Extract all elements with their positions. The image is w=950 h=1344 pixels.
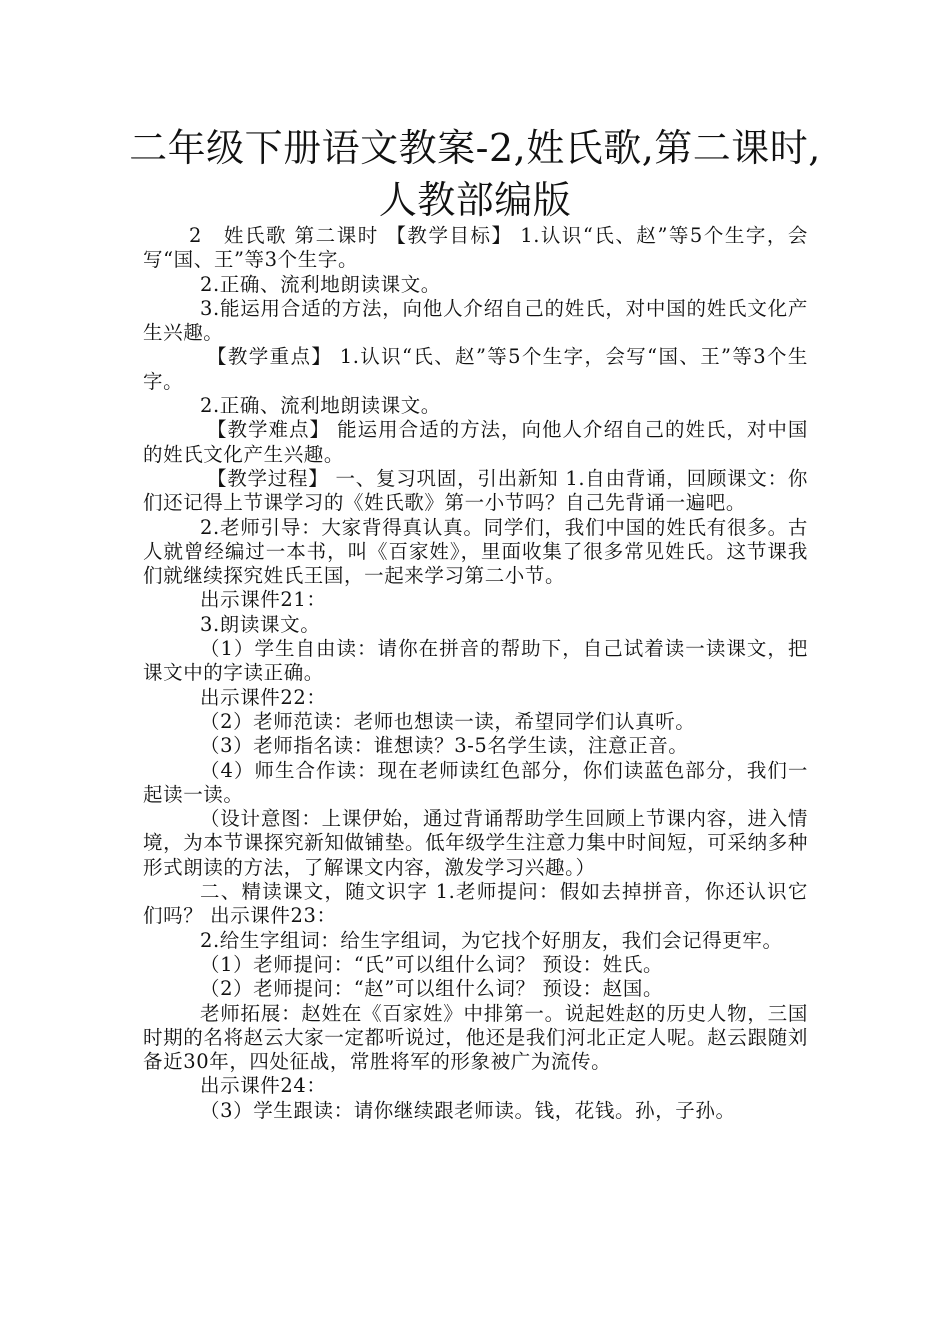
paragraph: 二、精读课文，随文识字 1.老师提问：假如去掉拼音，你还认识它们吗？ 出示课件23：: [143, 880, 808, 928]
paragraph: 3.能运用合适的方法，向他人介绍自己的姓氏，对中国的姓氏文化产生兴趣。: [143, 296, 808, 345]
paragraph: 【教学难点】 能运用合适的方法，向他人介绍自己的姓氏，对中国的姓氏文化产生兴趣。: [143, 418, 808, 466]
title-line-1: 二年级下册语文教案-2,姓氏歌,第二课时,: [129, 126, 821, 170]
paragraph: （1）老师提问：“氏”可以组什么词？ 预设：姓氏。: [200, 952, 664, 976]
paragraph: 【教学过程】 一、复习巩固，引出新知 1.自由背诵，回顾课文：你们还记得上节课学习的《姓氏歌》第一小节吗？自己先背诵一遍吧。: [143, 466, 808, 515]
paragraph: （设计意图：上课伊始，通过背诵帮助学生回顾上节课内容，进入情境，为本节课探究新知做铺垫。低年级学生注意力集中时间短，可采纳多种形式朗读的方法，了解课文内容，激发学习兴趣。）: [143, 807, 808, 879]
document-title: [120, 122, 830, 226]
paragraph: 2.老师引导：大家背得真认真。同学们，我们中国的姓氏有很多。古人就曾经编过一本书，叫《百家姓》，里面收集了很多常见姓氏。这节课我们就继续探究姓氏王国，一起来学习第二小节。: [143, 515, 808, 588]
paragraph: （3）学生跟读：请你继续跟老师读。钱，花钱。孙，子孙。: [200, 1098, 736, 1122]
paragraph: 出示课件22：: [200, 685, 327, 709]
paragraph: 2.正确、流利地朗读课文。: [200, 272, 441, 296]
paragraph: （4）师生合作读：现在老师读红色部分，你们读蓝色部分，我们一起读一读。: [143, 758, 808, 806]
paragraph: 2.给生字组词：给生字组词，为它找个好朋友，我们会记得更牢。: [200, 928, 783, 952]
title-line-2: 人教部编版: [378, 178, 572, 222]
paragraph: （1）学生自由读：请你在拼音的帮助下，自己试着读一读课文，把课文中的字读正确。: [143, 637, 808, 685]
paragraph: 【教学重点】 1.认识“氏、赵”等5个生字，会写“国、王”等3个生字。: [143, 345, 808, 393]
paragraph: 出示课件24：: [200, 1074, 327, 1098]
paragraph: （2）老师提问：“赵”可以组什么词？ 预设：赵国。: [200, 977, 664, 1001]
document-body: [143, 224, 808, 1123]
paragraph: （3）老师指名读：谁想读？3-5名学生读，注意正音。: [200, 734, 689, 758]
paragraph: 3.朗读课文。: [200, 612, 321, 636]
paragraph: 老师拓展：赵姓在《百家姓》中排第一。说起姓赵的历史人物，三国时期的名将赵云大家一定都听说过，他还是我们河北正定人呢。赵云跟随刘备近30年，四处征战，常胜将军的形象被广为流传。: [143, 1001, 808, 1074]
paragraph: 2 姓氏歌 第二课时 【教学目标】 1.认识“氏、赵”等5个生字，会写“国、王”等3个生字。: [143, 224, 808, 272]
paragraph: 2.正确、流利地朗读课文。: [200, 394, 441, 418]
paragraph: 出示课件21：: [200, 588, 327, 612]
paragraph: （2）老师范读：老师也想读一读，希望同学们认真听。: [200, 709, 696, 733]
